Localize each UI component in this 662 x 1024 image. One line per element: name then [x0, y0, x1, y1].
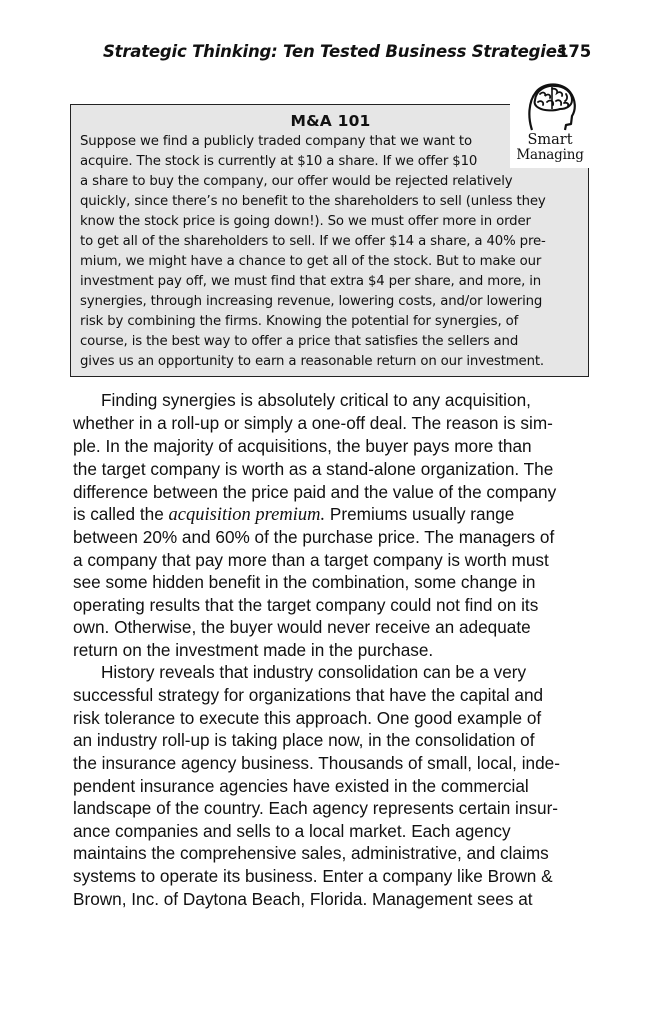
brain-head-icon — [522, 78, 578, 134]
body-line — [73, 504, 514, 526]
body-line: Brown, Inc. of Daytona Beach, Florida. Management sees at — [73, 889, 533, 909]
body-line: the target company is worth as a stand-alone organization. The — [73, 459, 554, 479]
body-line: pendent insurance agencies have existed in the commercial — [73, 776, 529, 796]
running-head — [103, 42, 591, 66]
body-line: ance companies and sells to a local market. Each agency — [73, 821, 511, 841]
logo-text-managing: Managing — [516, 147, 584, 163]
sidebar-line: quickly, since there’s no benefit to the shareholders to sell (unless they — [80, 194, 546, 209]
sidebar-line: investment pay off, we must find that extra $4 per share, and more, in — [80, 274, 542, 289]
body-line: whether in a roll-up or simply a one-off deal. The reason is sim- — [73, 413, 553, 433]
body-line: a company that pay more than a target company is worth must — [73, 550, 549, 570]
sidebar-line: acquire. The stock is currently at $10 a share. If we offer $10 — [80, 154, 478, 169]
body-line: an industry roll-up is taking place now, in the consolidation of — [73, 730, 535, 750]
body-line: Finding synergies is absolutely critical to any acquisition, — [101, 390, 531, 410]
emphasized-term: acquisition premium. — [168, 505, 326, 525]
body-line: maintains the comprehensive sales, administrative, and claims — [73, 843, 549, 863]
sidebar-line: to get all of the shareholders to sell. If we offer $14 a share, a 40% pre- — [80, 234, 546, 249]
sidebar-line: gives us an opportunity to earn a reasonable return on our investment. — [80, 354, 545, 369]
body-line: ple. In the majority of acquisitions, the buyer pays more than — [73, 436, 532, 456]
body-line: return on the investment made in the purchase. — [73, 640, 434, 660]
sidebar-line: risk by combining the firms. Knowing the potential for synergies, of — [80, 314, 519, 329]
body-line: landscape of the country. Each agency represents certain insur- — [73, 798, 559, 818]
sidebar-title: M&A 101 — [290, 112, 371, 130]
body-line: own. Otherwise, the buyer would never receive an adequate — [73, 617, 531, 637]
sidebar-line: mium, we might have a chance to get all of the stock. But to make our — [80, 254, 542, 269]
page-number: 175 — [557, 42, 591, 61]
body-line: between 20% and 60% of the purchase price. The managers of — [73, 527, 555, 547]
body-line: History reveals that industry consolidation can be a very — [101, 662, 527, 682]
smart-managing-logo — [510, 78, 590, 168]
body-text: is called the — [73, 504, 169, 524]
sidebar-line: synergies, through increasing revenue, lowering costs, and/or lowering — [80, 294, 543, 309]
sidebar-line: know the stock price is going down!). So we must offer more in order — [80, 214, 531, 229]
body-line: the insurance agency business. Thousands of small, local, inde- — [73, 753, 560, 773]
body-text: Premiums usually range — [325, 504, 515, 524]
body-line: see some hidden benefit in the combination, some change in — [73, 572, 536, 592]
body-line: operating results that the target company could not find on its — [73, 595, 539, 615]
running-head-title: Strategic Thinking: Ten Tested Business Strategies — [103, 42, 567, 61]
sidebar-line: a share to buy the company, our offer would be rejected relatively — [80, 174, 513, 189]
logo-text-smart: Smart — [527, 132, 573, 148]
sidebar-line: Suppose we find a publicly traded company that we want to — [80, 134, 472, 149]
body-line: successful strategy for organizations that have the capital and — [73, 685, 544, 705]
body-line: systems to operate its business. Enter a company like Brown & — [73, 866, 553, 886]
sidebar-line: course, is the best way to offer a price that satisfies the sellers and — [80, 334, 519, 349]
body-line: risk tolerance to execute this approach. One good example of — [73, 708, 542, 728]
body-line: difference between the price paid and the value of the company — [73, 482, 557, 502]
